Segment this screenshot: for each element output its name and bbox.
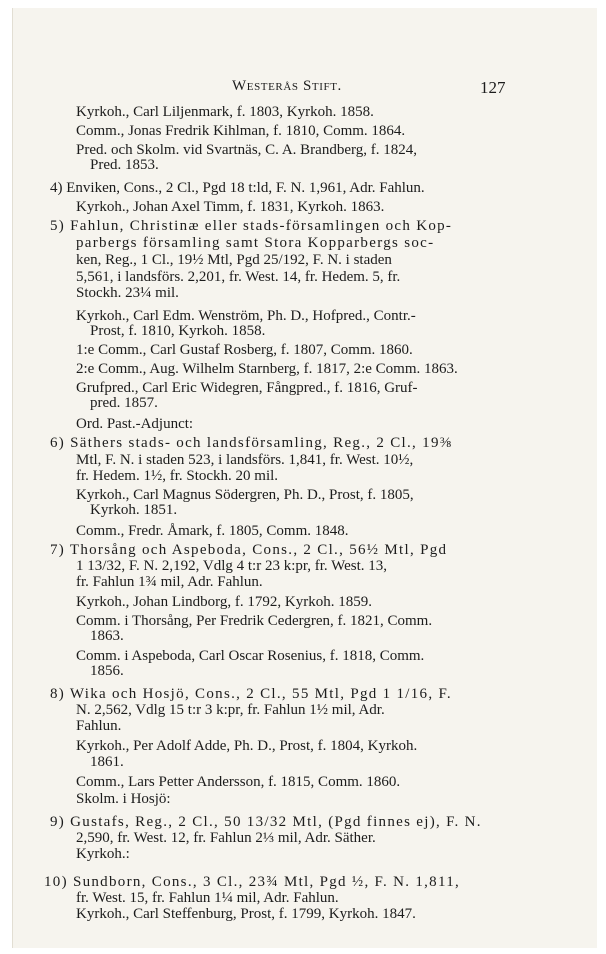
text-line: 8) Wika och Hosjö, Cons., 2 Cl., 55 Mtl, Pgd 1 1/16, F. <box>50 686 452 702</box>
text-line: fr. Hedem. 1½, fr. Stockh. 20 mil. <box>76 468 279 484</box>
text-line: Kyrkoh. 1851. <box>90 502 178 518</box>
text-line: Fahlun. <box>76 718 122 734</box>
text-line: pred. 1857. <box>90 395 158 411</box>
text-line: Pred. 1853. <box>90 157 159 173</box>
text-line: Kyrkoh., Johan Lindborg, f. 1792, Kyrkoh. 1859. <box>76 594 372 610</box>
text-line: Pred. och Skolm. vid Svartnäs, C. A. Brandberg, f. 1824, <box>76 142 417 158</box>
text-line: Kyrkoh., Carl Steffenburg, Prost, f. 1799, Kyrkoh. 1847. <box>76 906 416 922</box>
text-line: 1:e Comm., Carl Gustaf Rosberg, f. 1807, Comm. 1860. <box>76 342 413 358</box>
text-line: fr. Fahlun 1¾ mil, Adr. Fahlun. <box>76 574 263 590</box>
text-line: parbergs församling samt Stora Kopparbergs soc- <box>76 235 435 251</box>
text-line: 1 13/32, F. N. 2,192, Vdlg 4 t:r 23 k:pr, fr. West. 13, <box>76 558 388 574</box>
page-header <box>0 78 606 102</box>
text-line: ken, Reg., 1 Cl., 19½ Mtl, Pgd 25/192, F. N. i staden <box>76 252 392 268</box>
text-line: 9) Gustafs, Reg., 2 Cl., 50 13/32 Mtl, (Pgd finnes ej), F. N. <box>50 814 482 830</box>
text-line: Prost, f. 1810, Kyrkoh. 1858. <box>90 323 266 339</box>
running-title: Westerås Stift. <box>232 78 342 94</box>
text-line: Comm., Fredr. Åmark, f. 1805, Comm. 1848. <box>76 523 349 539</box>
text-line: Kyrkoh., Carl Edm. Wenström, Ph. D., Hofpred., Contr.- <box>76 308 416 324</box>
text-line: Kyrkoh., Johan Axel Timm, f. 1831, Kyrkoh. 1863. <box>76 199 385 215</box>
text-line: Kyrkoh.: <box>76 846 130 862</box>
text-line: 5,561, i landsförs. 2,201, fr. West. 14, fr. Hedem. 5, fr. <box>76 269 401 285</box>
text-line: Mtl, F. N. i staden 523, i landsförs. 1,841, fr. West. 10½, <box>76 452 414 468</box>
page-number: 127 <box>480 78 506 97</box>
text-line: Skolm. i Hosjö: <box>76 791 171 807</box>
text-line: 1863. <box>90 628 124 644</box>
text-line: fr. West. 15, fr. Fahlun 1¼ mil, Adr. Fahlun. <box>76 890 339 906</box>
text-line: Comm. i Thorsång, Per Fredrik Cedergren, f. 1821, Comm. <box>76 613 433 629</box>
text-line: Comm., Jonas Fredrik Kihlman, f. 1810, Comm. 1864. <box>76 123 406 139</box>
text-line: Comm. i Aspeboda, Carl Oscar Rosenius, f. 1818, Comm. <box>76 648 425 664</box>
text-line: Kyrkoh., Per Adolf Adde, Ph. D., Prost, f. 1804, Kyrkoh. <box>76 738 418 754</box>
text-line: 7) Thorsång och Aspeboda, Cons., 2 Cl., 56½ Mtl, Pgd <box>50 542 448 558</box>
text-line: Kyrkoh., Carl Liljenmark, f. 1803, Kyrkoh. 1858. <box>76 104 374 120</box>
text-line: Ord. Past.-Adjunct: <box>76 416 194 432</box>
text-line: 6) Säthers stads- och landsförsamling, Reg., 2 Cl., 19⅜ <box>50 435 453 451</box>
text-line: 1856. <box>90 663 124 679</box>
text-line: 2:e Comm., Aug. Wilhelm Starnberg, f. 1817, 2:e Comm. 1863. <box>76 361 458 377</box>
text-line: Stockh. 23¼ mil. <box>76 285 179 301</box>
text-line: 4) Enviken, Cons., 2 Cl., Pgd 18 t:ld, F. N. 1,961, Adr. Fahlun. <box>50 180 425 196</box>
text-line: 2,590, fr. West. 12, fr. Fahlun 2⅓ mil, Adr. Säther. <box>76 830 376 846</box>
text-line: Comm., Lars Petter Andersson, f. 1815, Comm. 1860. <box>76 774 401 790</box>
text-line: Kyrkoh., Carl Magnus Södergren, Ph. D., Prost, f. 1805, <box>76 487 414 503</box>
text-line: Grufpred., Carl Eric Widegren, Fångpred., f. 1816, Gruf- <box>76 380 418 396</box>
text-line: N. 2,562, Vdlg 15 t:r 3 k:pr, fr. Fahlun 1½ mil, Adr. <box>76 702 385 718</box>
text-line: 5) Fahlun, Christinæ eller stads-församlingen och Kop- <box>50 218 453 234</box>
text-line: 10) Sundborn, Cons., 3 Cl., 23¾ Mtl, Pgd ½, F. N. 1,811, <box>44 874 461 890</box>
text-line: 1861. <box>90 754 124 770</box>
